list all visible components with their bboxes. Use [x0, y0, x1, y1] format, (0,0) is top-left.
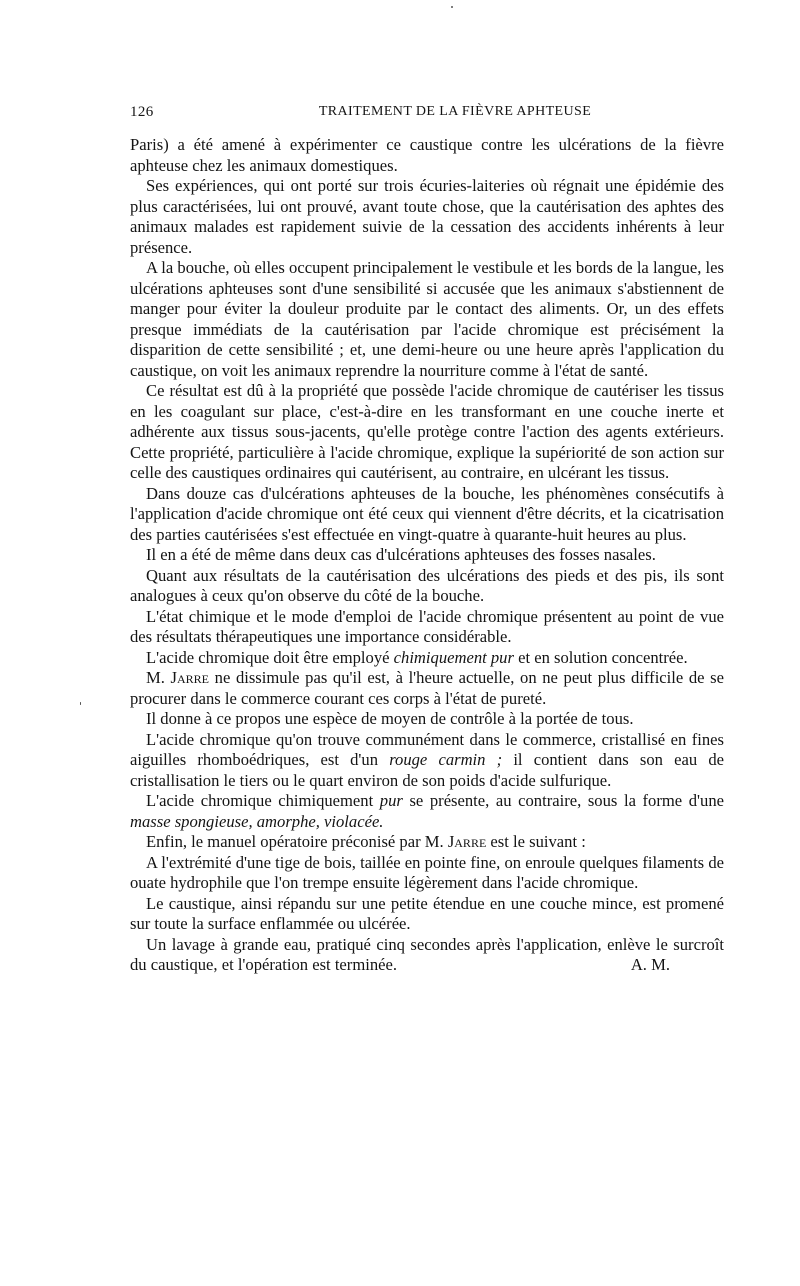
text-run: Enfin, le manuel opératoire préconisé par M. [146, 832, 448, 851]
paragraph [130, 832, 724, 853]
text-run: se présente, au contraire, sous la forme d'une [402, 791, 724, 810]
italic-text: chimiquement pur [393, 647, 514, 667]
text-run: M. [146, 668, 171, 687]
paragraph: Il en a été de même dans deux cas d'ulcérations aphteuses des fosses nasales. [146, 545, 656, 564]
author-signature: A. M. [630, 955, 670, 974]
paragraph: Ses expériences, qui ont porté sur trois écuries-laiteries où régnait une épidémie des plus caractérisées, lui ont prouvé, avant toute chose, que la cautérisation des aphtes des animaux malades est rapidement suivie de la cessation des accidents inhérents à leur présence. [130, 176, 724, 257]
text-run: est le suivant : [486, 832, 586, 851]
paragraph: Quant aux résultats de la cautérisation des ulcérations des pieds et des pis, ils sont analogues à ceux qu'on observe du côté de la bouche. [130, 565, 724, 605]
running-title: TRAITEMENT DE LA FIÈVRE APHTEUSE [318, 104, 592, 119]
paragraph: Le caustique, ainsi répandu sur une petite étendue en une couche mince, est promené sur toute la surface enflammée ou ulcérée. [130, 893, 724, 933]
text-run: ne dissimule pas qu'il est, à l'heure actuelle, on ne peut plus difficile de se procurer dans le commerce courant ces corps à l'état de pureté. [130, 668, 725, 708]
text-run: il contient dans son eau de cristallisation le tiers ou le quart environ de son poids d'acide sulfurique. [130, 750, 724, 790]
author-name: Jarre [170, 668, 210, 687]
text-run: et en solution concentrée. [513, 647, 688, 667]
paragraph [130, 648, 724, 669]
page-number: 126 [130, 104, 154, 120]
text-run: L'acide chromique doit être employé [146, 647, 394, 667]
italic-text: rouge carmin ; [389, 750, 503, 769]
print-speck [80, 702, 81, 705]
page-header [130, 104, 724, 126]
paragraph: A la bouche, où elles occupent principalement le vestibule et les bords de la langue, les ulcérations aphteuses sont d'une sensibilité si accusée que les animaux s'abstiennent de manger pour éviter la douleur produite par le contact des aliments. Or, un des effets presque immédiats de la cautérisation par l'acide chromique est précisément la disparition de cette sensibilité ; et, une demi-heure ou une heure après l'application du caustique, on voit les animaux reprendre la nourriture comme à l'état de santé. [130, 258, 724, 380]
paragraph [130, 791, 724, 832]
italic-text: masse spongieuse, amorphe, violacée. [130, 811, 384, 831]
paragraph [130, 935, 724, 976]
paragraph: Dans douze cas d'ulcérations aphteuses de la bouche, les phénomènes consécutifs à l'application d'acide chromique ont été ceux qui viennent d'être décrits, et la cicatrisation des parties cautérisées s'est effectuée en vingt-quatre à quarante-huit heures au plus. [130, 483, 724, 544]
italic-text: pur [379, 791, 403, 810]
paragraph: Paris) a été amené à expérimenter ce caustique contre les ulcérations de la fièvre aphteuse chez les animaux domestiques. [130, 135, 724, 175]
text-run: L'acide chromique qu'on trouve communément dans le commerce, cristallisé en fines aiguilles rhomboédriques, est d'un [130, 729, 724, 769]
text-run: L'acide chromique chimiquement [146, 791, 380, 810]
paragraph: Ce résultat est dû à la propriété que possède l'acide chromique de cautériser les tissus en les coagulant sur place, c'est-à-dire en les transformant en une couche inerte et adhérente aux tissus sous-jacents, qu'elle protège contre l'action des agents extérieurs. Cette propriété, particulière à l'acide chromique, explique la supériorité de son action sur celle des caustiques ordinaires qui cautérisent, au contraire, en ulcérant les tissus. [130, 381, 724, 482]
article-body [130, 135, 724, 976]
text-run: Un lavage à grande eau, pratiqué cinq secondes après l'application, enlève le surcroît du caustique, et l'opération est terminée. [130, 934, 724, 974]
paragraph [130, 730, 724, 792]
paragraph: Il donne à ce propos une espèce de moyen de contrôle à la portée de tous. [146, 709, 634, 728]
paragraph [130, 668, 724, 709]
paragraph: L'état chimique et le mode d'emploi de l'acide chromique présentent au point de vue des résultats thérapeutiques une importance considérable. [130, 606, 724, 646]
paragraph: A l'extrémité d'une tige de bois, taillée en pointe fine, on enroule quelques filaments de ouate hydrophile que l'on trempe ensuite légèrement dans l'acide chromique. [130, 852, 724, 892]
print-speck [451, 6, 453, 8]
author-name: Jarre [447, 832, 487, 851]
